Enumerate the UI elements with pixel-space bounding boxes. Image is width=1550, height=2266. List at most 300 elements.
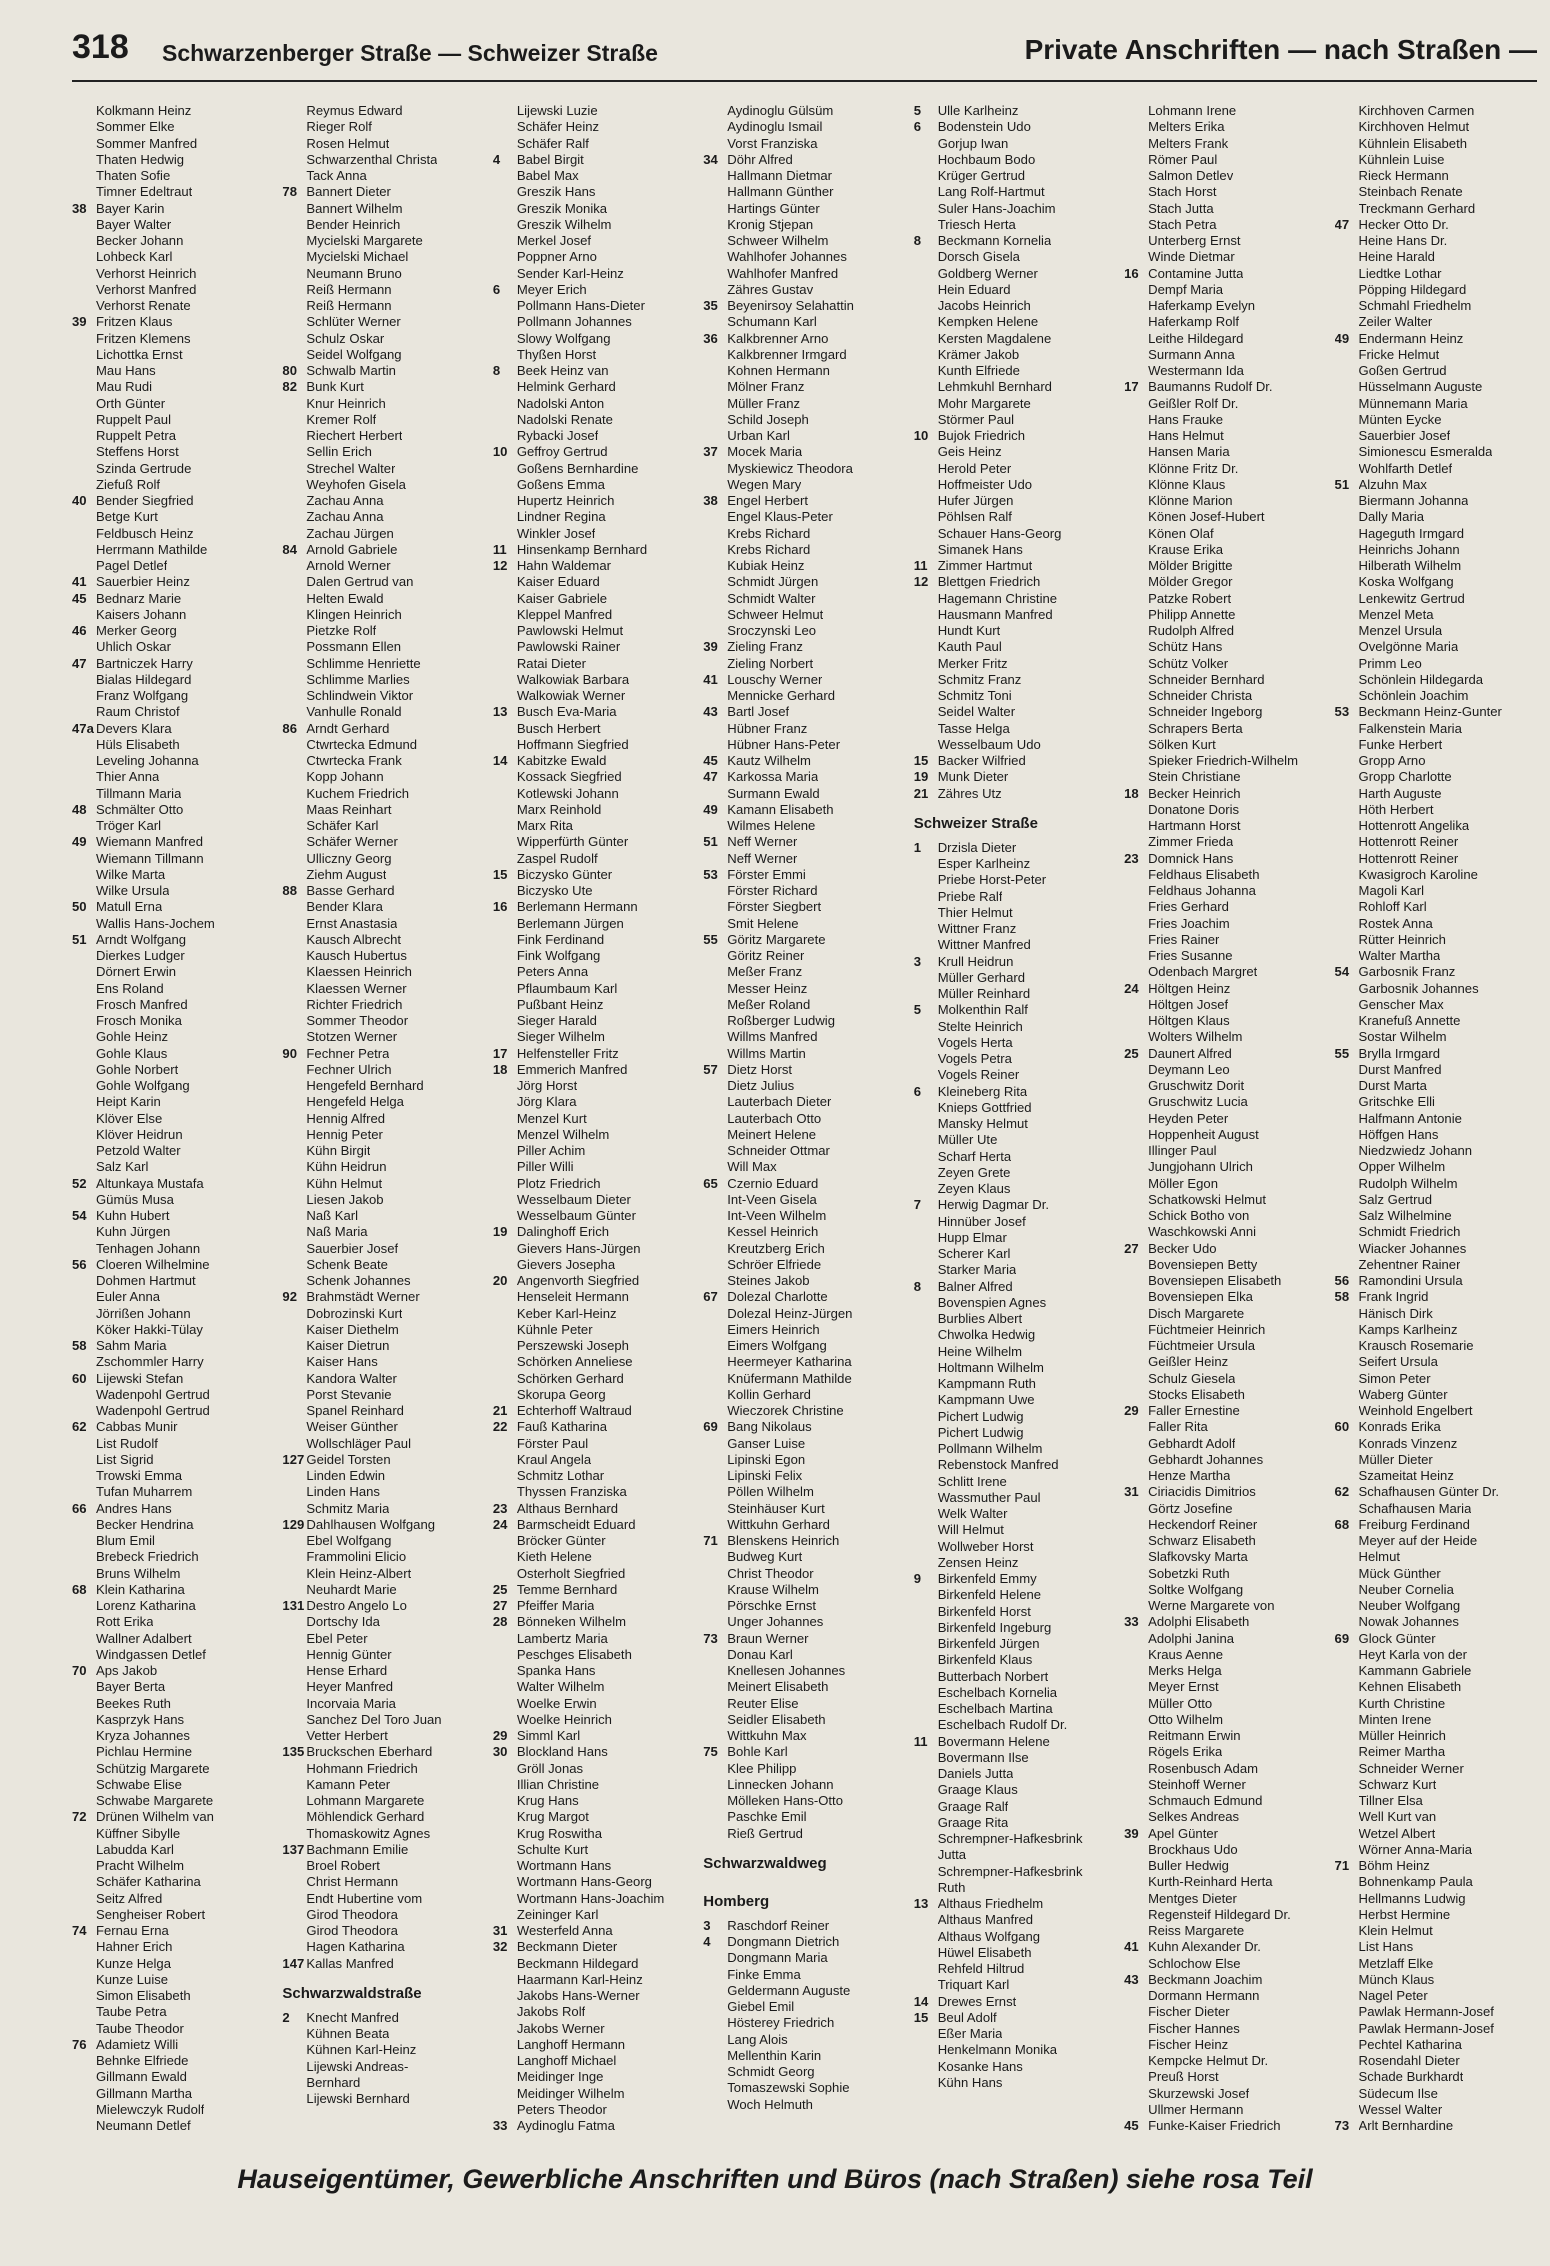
resident-name: Linnecken Johann bbox=[727, 1776, 834, 1792]
directory-entry bbox=[282, 1923, 484, 1939]
directory-entry bbox=[1335, 883, 1537, 899]
directory-entry bbox=[1124, 1289, 1326, 1305]
resident-name: Skurzewski Josef bbox=[1148, 2085, 1250, 2101]
directory-entry bbox=[72, 233, 274, 249]
directory-entry bbox=[493, 493, 695, 509]
house-number bbox=[1124, 542, 1148, 558]
resident-name: Zachau Anna bbox=[306, 509, 384, 525]
resident-name: Hohmann Friedrich bbox=[306, 1760, 418, 1776]
resident-name: Holtmann Wilhelm bbox=[937, 1359, 1044, 1375]
house-number bbox=[72, 2069, 96, 2085]
resident-name: Ziehm August bbox=[306, 866, 387, 882]
house-number bbox=[493, 1647, 517, 1663]
directory-entry bbox=[703, 1143, 905, 1159]
directory-entry bbox=[1124, 1598, 1326, 1614]
directory-entry bbox=[72, 688, 274, 704]
directory-entry bbox=[1335, 1923, 1537, 1939]
resident-name: Eschelbach Martina bbox=[937, 1701, 1053, 1716]
house-number bbox=[493, 1322, 517, 1338]
house-number: 46 bbox=[72, 623, 87, 638]
directory-entry bbox=[1124, 1582, 1326, 1598]
resident-name: Hübner Hans-Peter bbox=[727, 736, 841, 752]
resident-name: Neff Werner bbox=[727, 850, 798, 866]
house-number bbox=[914, 1831, 938, 1847]
house-number bbox=[1124, 314, 1148, 330]
house-number bbox=[914, 737, 938, 753]
resident-name: Arnold Werner bbox=[306, 558, 391, 573]
resident-name: Buller Hedwig bbox=[1148, 1858, 1229, 1873]
house-number: 5 bbox=[913, 103, 921, 118]
resident-name: Helmut bbox=[1358, 1549, 1401, 1565]
house-number bbox=[1124, 1192, 1148, 1208]
resident-name: Schneider Christa bbox=[1148, 688, 1253, 703]
directory-entry bbox=[1124, 1728, 1326, 1744]
resident-name: Kausch Albrecht bbox=[306, 931, 402, 947]
directory-entry bbox=[1335, 1338, 1537, 1354]
directory-entry bbox=[493, 1517, 695, 1533]
house-number bbox=[1335, 1159, 1359, 1175]
house-number bbox=[72, 1387, 96, 1403]
house-number bbox=[493, 1436, 517, 1452]
house-number: 50 bbox=[72, 899, 87, 915]
house-number bbox=[493, 1468, 517, 1484]
directory-entry bbox=[282, 721, 484, 737]
house-number bbox=[1124, 1842, 1148, 1858]
house-number bbox=[493, 981, 517, 997]
resident-name: Herwig Dagmar Dr. bbox=[937, 1197, 1050, 1213]
house-number bbox=[1335, 2037, 1359, 2053]
resident-name: Rieger Rolf bbox=[306, 119, 372, 135]
house-number bbox=[282, 672, 306, 688]
directory-entry bbox=[1335, 282, 1537, 298]
directory-entry bbox=[1335, 1111, 1537, 1127]
resident-name: Alzuhn Max bbox=[1358, 476, 1427, 492]
directory-entry bbox=[72, 1371, 274, 1387]
directory-entry bbox=[1335, 119, 1537, 135]
directory-entry bbox=[72, 379, 274, 395]
resident-name: Donau Karl bbox=[727, 1646, 793, 1662]
directory-entry bbox=[72, 591, 274, 607]
resident-name: Thier Anna bbox=[96, 769, 160, 785]
directory-entry bbox=[1124, 997, 1326, 1013]
resident-name: Steffens Horst bbox=[96, 444, 179, 460]
resident-name: Halfmann Antonie bbox=[1358, 1110, 1462, 1126]
house-number bbox=[1335, 1208, 1359, 1224]
resident-name: Kirchhoven Carmen bbox=[1358, 103, 1475, 118]
house-number bbox=[282, 477, 306, 493]
resident-name: Apel Günter bbox=[1148, 1825, 1218, 1841]
house-number bbox=[1335, 558, 1359, 574]
house-number bbox=[72, 1241, 96, 1257]
resident-name: Kandora Walter bbox=[306, 1370, 397, 1386]
resident-name: Schütz Hans bbox=[1148, 639, 1223, 655]
directory-entry bbox=[493, 428, 695, 444]
resident-name: Becker Johann bbox=[96, 233, 184, 248]
house-number bbox=[1335, 542, 1359, 558]
resident-name: Nadolski Renate bbox=[516, 411, 613, 427]
resident-name: Schlochow Else bbox=[1148, 1955, 1241, 1971]
directory-entry bbox=[703, 1338, 905, 1354]
resident-name: Magoli Karl bbox=[1358, 883, 1425, 898]
house-number bbox=[914, 1409, 938, 1425]
house-number bbox=[703, 396, 727, 412]
resident-name: Winde Dietmar bbox=[1148, 249, 1235, 265]
directory-entry bbox=[1335, 737, 1537, 753]
resident-name: Helten Ewald bbox=[306, 590, 384, 606]
house-number bbox=[493, 1988, 517, 2004]
directory-entry bbox=[1124, 1436, 1326, 1452]
resident-name: Hense Erhard bbox=[306, 1663, 388, 1678]
resident-name: Pfeiffer Maria bbox=[516, 1598, 595, 1613]
resident-name: Kraus Aenne bbox=[1148, 1646, 1224, 1662]
house-number bbox=[72, 867, 96, 883]
resident-name: Konrads Erika bbox=[1358, 1419, 1441, 1435]
house-number bbox=[703, 1696, 727, 1712]
resident-name: Kryza Johannes bbox=[96, 1728, 190, 1743]
house-number bbox=[914, 1669, 938, 1685]
resident-name: Basse Gerhard bbox=[306, 883, 395, 898]
directory-entry bbox=[1335, 1744, 1537, 1760]
directory-entry bbox=[914, 1360, 1116, 1376]
directory-entry bbox=[282, 1289, 484, 1305]
directory-entry bbox=[914, 412, 1116, 428]
resident-name: Kieth Helene bbox=[516, 1549, 592, 1565]
house-number: 54 bbox=[1334, 964, 1350, 980]
resident-name: Zimmer Frieda bbox=[1148, 834, 1234, 850]
directory-entry bbox=[703, 948, 905, 964]
directory-entry bbox=[282, 688, 484, 704]
directory-entry bbox=[282, 883, 484, 899]
directory-entry bbox=[282, 217, 484, 233]
resident-name: Pichert Ludwig bbox=[937, 1408, 1024, 1424]
directory-entry bbox=[703, 1533, 905, 1549]
resident-name: Höffgen Hans bbox=[1358, 1126, 1439, 1142]
directory-entry bbox=[1335, 769, 1537, 785]
house-number bbox=[282, 1062, 306, 1078]
house-number bbox=[703, 1728, 727, 1744]
house-number bbox=[703, 2015, 727, 2031]
resident-name: Rebenstock Manfred bbox=[937, 1457, 1059, 1473]
directory-entry bbox=[1335, 396, 1537, 412]
house-number bbox=[914, 1555, 938, 1571]
directory-entry bbox=[703, 591, 905, 607]
house-number bbox=[703, 1143, 727, 1159]
resident-name: Tasse Helga bbox=[937, 720, 1010, 736]
resident-name: Fink Wolfgang bbox=[516, 948, 601, 963]
resident-name: Biczysko Günter bbox=[516, 866, 613, 882]
house-number bbox=[493, 1696, 517, 1712]
directory-entry bbox=[1124, 786, 1326, 802]
directory-entry bbox=[493, 932, 695, 948]
directory-entry bbox=[914, 786, 1116, 802]
resident-name: Walter Wilhelm bbox=[516, 1679, 605, 1695]
house-number bbox=[703, 1094, 727, 1110]
house-number bbox=[1335, 1224, 1359, 1240]
directory-entry bbox=[703, 932, 905, 948]
house-number bbox=[1335, 834, 1359, 850]
resident-name: Zaspel Rudolf bbox=[516, 850, 598, 866]
resident-name: Ramondini Ursula bbox=[1358, 1273, 1463, 1288]
house-number bbox=[72, 331, 96, 347]
house-number bbox=[914, 1604, 938, 1620]
house-number: 53 bbox=[703, 866, 718, 882]
resident-name: Schade Burkhardt bbox=[1358, 2069, 1464, 2085]
resident-name: Meßer Roland bbox=[727, 996, 811, 1012]
resident-name: Fink Ferdinand bbox=[516, 931, 605, 947]
directory-entry bbox=[703, 298, 905, 314]
house-number bbox=[72, 2053, 96, 2069]
resident-name: List Hans bbox=[1358, 1939, 1414, 1955]
house-number: 62 bbox=[72, 1419, 87, 1435]
directory-entry bbox=[493, 412, 695, 428]
directory-entry bbox=[914, 1246, 1116, 1262]
house-number: 55 bbox=[1334, 1045, 1350, 1061]
house-number bbox=[282, 1582, 306, 1598]
resident-name: Geißler Rolf Dr. bbox=[1148, 395, 1239, 411]
resident-name: Kauth Paul bbox=[937, 639, 1002, 655]
directory-entry bbox=[1124, 639, 1326, 655]
house-number bbox=[282, 1436, 306, 1452]
house-number bbox=[282, 1208, 306, 1224]
house-number bbox=[703, 1793, 727, 1809]
house-number bbox=[1124, 899, 1148, 915]
directory-entry bbox=[1335, 1972, 1537, 1988]
resident-name: Meyer Erich bbox=[516, 281, 587, 297]
directory-entry bbox=[1335, 331, 1537, 347]
house-number bbox=[72, 444, 96, 460]
directory-entry bbox=[703, 1257, 905, 1273]
house-number bbox=[282, 656, 306, 672]
house-number bbox=[703, 1517, 727, 1533]
house-number bbox=[703, 1111, 727, 1127]
resident-name: Seidel Wolfgang bbox=[306, 346, 402, 362]
resident-name: Zieling Franz bbox=[727, 639, 803, 655]
resident-name: Wesselbaum Günter bbox=[516, 1208, 636, 1223]
house-number bbox=[282, 1192, 306, 1208]
directory-entry bbox=[493, 1582, 695, 1598]
house-number bbox=[282, 1403, 306, 1419]
directory-entry bbox=[1335, 916, 1537, 932]
resident-name: Pörschke Ernst bbox=[727, 1598, 817, 1613]
directory-entry bbox=[493, 981, 695, 997]
resident-name: Slafkovsky Marta bbox=[1148, 1549, 1248, 1565]
resident-name: Schmidt Friedrich bbox=[1358, 1224, 1461, 1240]
directory-entry bbox=[914, 1311, 1116, 1327]
house-number bbox=[72, 103, 96, 119]
resident-name: Wollschläger Paul bbox=[306, 1435, 411, 1451]
directory-entry bbox=[914, 1847, 1116, 1863]
directory-entry bbox=[703, 184, 905, 200]
directory-entry bbox=[493, 1078, 695, 1094]
directory-entry bbox=[914, 2075, 1116, 2091]
directory-entry bbox=[72, 2102, 274, 2118]
directory-entry bbox=[72, 1484, 274, 1500]
house-number bbox=[914, 477, 938, 493]
resident-name: Stelte Heinrich bbox=[937, 1018, 1023, 1034]
directory-entry bbox=[493, 1842, 695, 1858]
house-number bbox=[914, 542, 938, 558]
house-number bbox=[1335, 1826, 1359, 1842]
house-number: 3 bbox=[913, 953, 921, 969]
directory-entry bbox=[72, 1793, 274, 1809]
house-number: 6 bbox=[913, 119, 921, 135]
resident-name: Klaessen Werner bbox=[306, 980, 407, 996]
resident-name: Euler Anna bbox=[96, 1289, 161, 1305]
house-number bbox=[282, 688, 306, 704]
resident-name: Wittkuhn Max bbox=[727, 1728, 807, 1743]
house-number bbox=[914, 623, 938, 639]
resident-name: Melters Erika bbox=[1148, 119, 1225, 135]
resident-name: Budweg Kurt bbox=[727, 1549, 803, 1565]
house-number bbox=[703, 1208, 727, 1224]
directory-entry bbox=[282, 769, 484, 785]
house-number bbox=[914, 1539, 938, 1555]
directory-entry bbox=[72, 1338, 274, 1354]
resident-name: Garbosnik Franz bbox=[1358, 964, 1456, 980]
resident-name: Kwasigroch Karoline bbox=[1358, 866, 1478, 882]
resident-name: Metzlaff Elke bbox=[1358, 1955, 1434, 1971]
directory-entry bbox=[493, 542, 695, 558]
directory-entry bbox=[914, 1116, 1116, 1132]
resident-name: Sanchez Del Toro Juan bbox=[306, 1711, 442, 1727]
directory-entry bbox=[914, 1327, 1116, 1343]
resident-name: Louschy Werner bbox=[727, 671, 823, 687]
house-number bbox=[914, 1620, 938, 1636]
resident-name: Rohloff Karl bbox=[1358, 899, 1427, 915]
directory-entry bbox=[1335, 1907, 1537, 1923]
resident-name: Höltgen Josef bbox=[1148, 996, 1229, 1012]
house-number: 53 bbox=[1334, 704, 1350, 720]
house-number bbox=[493, 1094, 517, 1110]
house-number bbox=[914, 2026, 938, 2042]
directory-entry bbox=[703, 2097, 905, 2113]
resident-name: Gohle Heinz bbox=[96, 1029, 169, 1045]
directory-entry bbox=[493, 1029, 695, 1045]
resident-name: Drewes Ernst bbox=[937, 1993, 1017, 2009]
directory-entry bbox=[914, 1376, 1116, 1392]
house-number bbox=[1335, 1972, 1359, 1988]
directory-entry bbox=[1124, 1452, 1326, 1468]
resident-name: Priebe Ralf bbox=[937, 888, 1003, 904]
house-number bbox=[72, 379, 96, 395]
directory-entry bbox=[72, 1631, 274, 1647]
resident-name: Woelke Heinrich bbox=[516, 1711, 612, 1727]
resident-name: Kühn Birgit bbox=[306, 1143, 371, 1158]
directory-entry bbox=[282, 1224, 484, 1240]
resident-name: Brebeck Friedrich bbox=[96, 1549, 199, 1565]
house-number bbox=[493, 1338, 517, 1354]
house-number bbox=[1335, 1468, 1359, 1484]
house-number bbox=[282, 1907, 306, 1923]
house-number bbox=[282, 1696, 306, 1712]
directory-entry bbox=[703, 737, 905, 753]
directory-entry bbox=[282, 704, 484, 720]
directory-entry bbox=[703, 1176, 905, 1192]
house-number: 55 bbox=[703, 931, 718, 947]
house-number bbox=[914, 1181, 938, 1197]
directory-entry bbox=[1335, 1257, 1537, 1273]
house-number bbox=[493, 607, 517, 623]
resident-name: Frosch Monika bbox=[96, 1013, 182, 1028]
directory-entry bbox=[1335, 1273, 1537, 1289]
resident-name: Thyßen Horst bbox=[516, 346, 597, 362]
directory-entry bbox=[914, 1019, 1116, 1035]
directory-entry bbox=[493, 168, 695, 184]
resident-name: Krebs Richard bbox=[727, 541, 811, 557]
resident-name: Kühn Hans bbox=[937, 2074, 1003, 2090]
directory-entry bbox=[493, 867, 695, 883]
directory-entry bbox=[703, 1663, 905, 1679]
house-number bbox=[282, 298, 306, 314]
directory-entry bbox=[282, 997, 484, 1013]
house-number bbox=[914, 1815, 938, 1831]
resident-name: Vetter Herbert bbox=[306, 1728, 388, 1743]
directory-entry bbox=[914, 493, 1116, 509]
directory-entry bbox=[282, 1712, 484, 1728]
house-number bbox=[1124, 2004, 1148, 2020]
resident-name: Balner Alfred bbox=[937, 1278, 1013, 1294]
resident-name: Wegen Mary bbox=[727, 476, 802, 492]
house-number bbox=[703, 136, 727, 152]
house-number bbox=[72, 136, 96, 152]
resident-name: Zeiler Walter bbox=[1358, 314, 1433, 330]
directory-entry bbox=[1335, 2102, 1537, 2118]
directory-entry bbox=[914, 937, 1116, 953]
directory-entry bbox=[703, 1224, 905, 1240]
house-number bbox=[1124, 656, 1148, 672]
directory-entry bbox=[914, 1945, 1116, 1961]
house-number: 131 bbox=[282, 1598, 305, 1613]
resident-name: Wahlhofer Johannes bbox=[727, 249, 847, 265]
house-number bbox=[1335, 412, 1359, 428]
directory-entry bbox=[72, 2004, 274, 2020]
resident-name: Wilke Ursula bbox=[96, 883, 170, 898]
house-number bbox=[493, 1029, 517, 1045]
house-number: 11 bbox=[913, 558, 928, 573]
house-number bbox=[493, 1452, 517, 1468]
resident-name: Krug Roswitha bbox=[516, 1825, 602, 1841]
house-number bbox=[914, 688, 938, 704]
resident-name: Raum Christof bbox=[96, 704, 180, 720]
directory-entry bbox=[282, 2010, 484, 2026]
house-number: 38 bbox=[72, 200, 87, 216]
house-number bbox=[703, 1501, 727, 1517]
resident-name: Müller Dieter bbox=[1358, 1451, 1433, 1467]
directory-entry bbox=[1335, 2118, 1537, 2134]
directory-entry bbox=[493, 1826, 695, 1842]
house-number bbox=[1335, 1143, 1359, 1159]
house-number: 12 bbox=[492, 558, 508, 573]
directory-entry bbox=[914, 970, 1116, 986]
resident-name: Lindner Regina bbox=[516, 509, 606, 525]
directory-entry bbox=[703, 1208, 905, 1224]
resident-name: Burblies Albert bbox=[937, 1311, 1023, 1326]
directory-entry bbox=[1124, 1858, 1326, 1874]
directory-entry bbox=[282, 428, 484, 444]
resident-name: Simon Elisabeth bbox=[96, 1988, 191, 2003]
house-number bbox=[282, 1159, 306, 1175]
resident-name: Bönneken Wilhelm bbox=[516, 1614, 627, 1630]
directory-entry bbox=[914, 1100, 1116, 1116]
house-number bbox=[1335, 1988, 1359, 2004]
resident-name: Rott Erika bbox=[96, 1614, 154, 1630]
resident-name: Hüls Elisabeth bbox=[96, 736, 180, 752]
house-number bbox=[1124, 1728, 1148, 1744]
resident-name: Endt Hubertine vom bbox=[306, 1890, 423, 1906]
directory-entry bbox=[282, 981, 484, 997]
resident-name: Gruschwitz Dorit bbox=[1148, 1078, 1245, 1093]
house-number bbox=[1335, 1809, 1359, 1825]
